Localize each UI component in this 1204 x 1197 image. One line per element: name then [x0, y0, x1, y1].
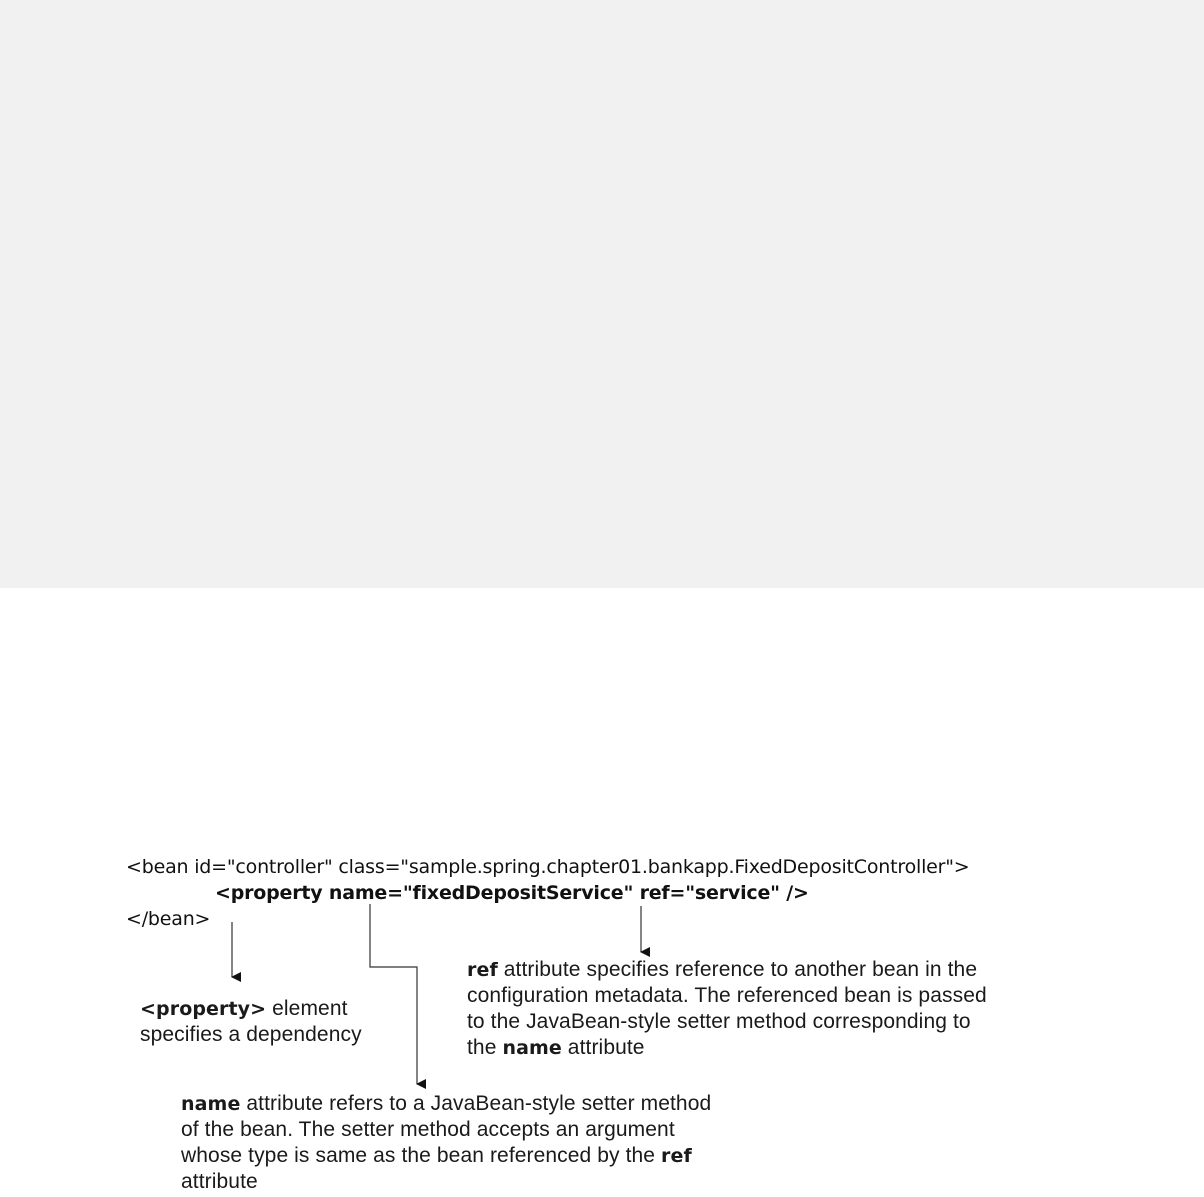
- property-note-bold: <property>: [140, 998, 267, 1020]
- property-note-line2: specifies a dependency: [140, 1023, 362, 1046]
- name-note-line2: of the bean. The setter method accepts an argument: [181, 1118, 675, 1141]
- ref-note-line4-post: attribute: [561, 1036, 645, 1059]
- name-note-line4: attribute: [181, 1170, 258, 1193]
- arrow-to-name-note: [370, 904, 417, 1084]
- code-line-bean-open: <bean id="controller" class="sample.spring.chapter01.bankapp.FixedDepositController">: [126, 856, 970, 878]
- ref-note-line1: attribute specifies reference to another bean in the: [497, 958, 978, 981]
- property-note-rest: element: [266, 997, 348, 1020]
- ref-note-line4-bold: name: [502, 1037, 562, 1059]
- name-note-line3-pre: whose type is same as the bean referenced by the: [181, 1144, 662, 1167]
- ref-note: [467, 957, 987, 1061]
- name-note-bold: name: [181, 1093, 241, 1115]
- code-line-property: <property name="fixedDepositService" ref="service" />: [215, 882, 809, 904]
- name-note-line3-bold: ref: [661, 1145, 692, 1167]
- ref-note-line2: configuration metadata. The referenced bean is passed: [467, 984, 987, 1007]
- name-note: [181, 1091, 711, 1195]
- ref-note-line3: to the JavaBean-style setter method corresponding to: [467, 1010, 971, 1033]
- code-line-bean-close: </bean>: [126, 908, 211, 930]
- ref-note-bold: ref: [467, 959, 498, 981]
- ref-note-line4-pre: the: [467, 1036, 503, 1059]
- property-note: [140, 996, 362, 1048]
- name-note-line1: attribute refers to a JavaBean-style setter method: [240, 1092, 712, 1115]
